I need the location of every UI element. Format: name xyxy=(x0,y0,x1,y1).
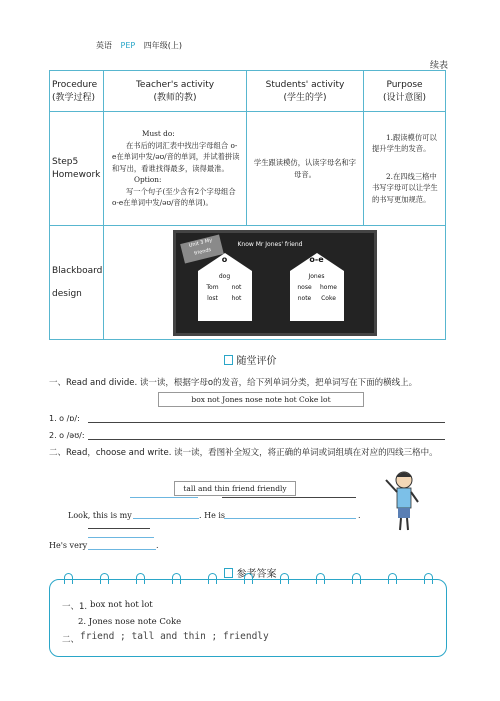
answer-2: friend ; tall and thin ; friendly xyxy=(80,631,269,642)
answer-box xyxy=(49,579,447,657)
notebook-icon xyxy=(224,355,233,365)
continued-label: 续表 xyxy=(429,61,448,71)
answer-1-2: 2. Jones nose note Coke xyxy=(78,617,182,627)
q2-sentence-2b: . xyxy=(156,541,159,550)
house-o: o dog Tom not lost hot xyxy=(198,253,252,321)
header-teacher: Teacher's activity (教师的教) xyxy=(104,71,247,112)
teacher-activity: Must do: 在书后的词汇表中找出字母组合 o-e在单词中发/əʊ/音的单词，并试着拼读和写出，看谁找得最多，读得最准。 Option: 写一个句子(至少含有2个字母组合o-e在单词中发/əʊ/音的单词)。 xyxy=(104,112,247,226)
four-line-guide xyxy=(88,528,150,529)
blackboard-title: Know Mr Jones' friend xyxy=(237,240,303,248)
blackboard-cell xyxy=(104,226,446,340)
four-line-guide xyxy=(130,497,198,498)
header-students: Students' activity (学生的学) xyxy=(247,71,364,112)
q1-line-1-label: 1. o /ɒ/: xyxy=(49,414,80,423)
q2-blank-1[interactable] xyxy=(133,518,199,519)
boy-illustration xyxy=(380,468,424,532)
blackboard-image xyxy=(173,230,377,336)
q2-sentence-1b: . He is xyxy=(199,511,226,520)
grade: 四年级(上) xyxy=(143,41,183,50)
edition: PEP xyxy=(120,41,136,50)
four-line-guide xyxy=(222,497,356,498)
answer-1-label: 一、1. xyxy=(62,602,88,612)
q1-line-1[interactable] xyxy=(88,422,445,423)
subject: 英语 xyxy=(96,41,112,50)
q2-word-box: tall and thin friend friendly xyxy=(174,481,296,496)
lesson-table xyxy=(49,70,446,340)
q1-word-box: box not Jones nose note hot Coke lot xyxy=(158,392,364,407)
purpose: 1.跟读模仿可以提升学生的发音。 2.在四线三格中书写字母可以让学生的书写更加规范。 xyxy=(364,112,446,226)
blackboard-label: Blackboard design xyxy=(50,226,104,340)
q2-blank-3[interactable] xyxy=(88,549,156,550)
question-1: 一、Read and divide. 读一读，根据字母o的发音，给下列单词分类，把单词写在下面的横线上。 xyxy=(49,378,418,388)
q2-blank-2[interactable] xyxy=(224,518,356,519)
header-purpose: Purpose (设计意图) xyxy=(364,71,446,112)
practice-title: 随堂评价 xyxy=(0,352,500,367)
notebook-icon xyxy=(224,568,233,578)
students-activity: 学生跟读模仿，认读字母名和字母音。 xyxy=(247,112,364,226)
q2-sentence-1c: . xyxy=(358,511,361,520)
answer-1-1: box not hot lot xyxy=(90,600,153,610)
header-procedure: Procedure (教学过程) xyxy=(50,71,104,112)
q1-line-2-label: 2. o /əʊ/: xyxy=(49,431,85,440)
q1-line-2[interactable] xyxy=(88,439,445,440)
unit-tag: Unit 3 My friends xyxy=(180,234,224,263)
house-o-e: o-e Jones nose home note Coke xyxy=(290,253,344,321)
q2-sentence-2a: He's very xyxy=(49,541,88,550)
question-2: 二、Read，choose and write. 读一读，看图补全短文，将正确的单词或词组填在对应的四线三格中。 xyxy=(49,448,438,458)
q2-sentence-1a: Look, this is my xyxy=(68,511,132,520)
answer-2-label: 二、 xyxy=(62,635,80,645)
four-line-guide xyxy=(88,537,154,538)
step5-label: Step5 Homework xyxy=(50,112,104,226)
answers-title: 参考答案 xyxy=(0,565,500,580)
page-header xyxy=(96,40,182,51)
